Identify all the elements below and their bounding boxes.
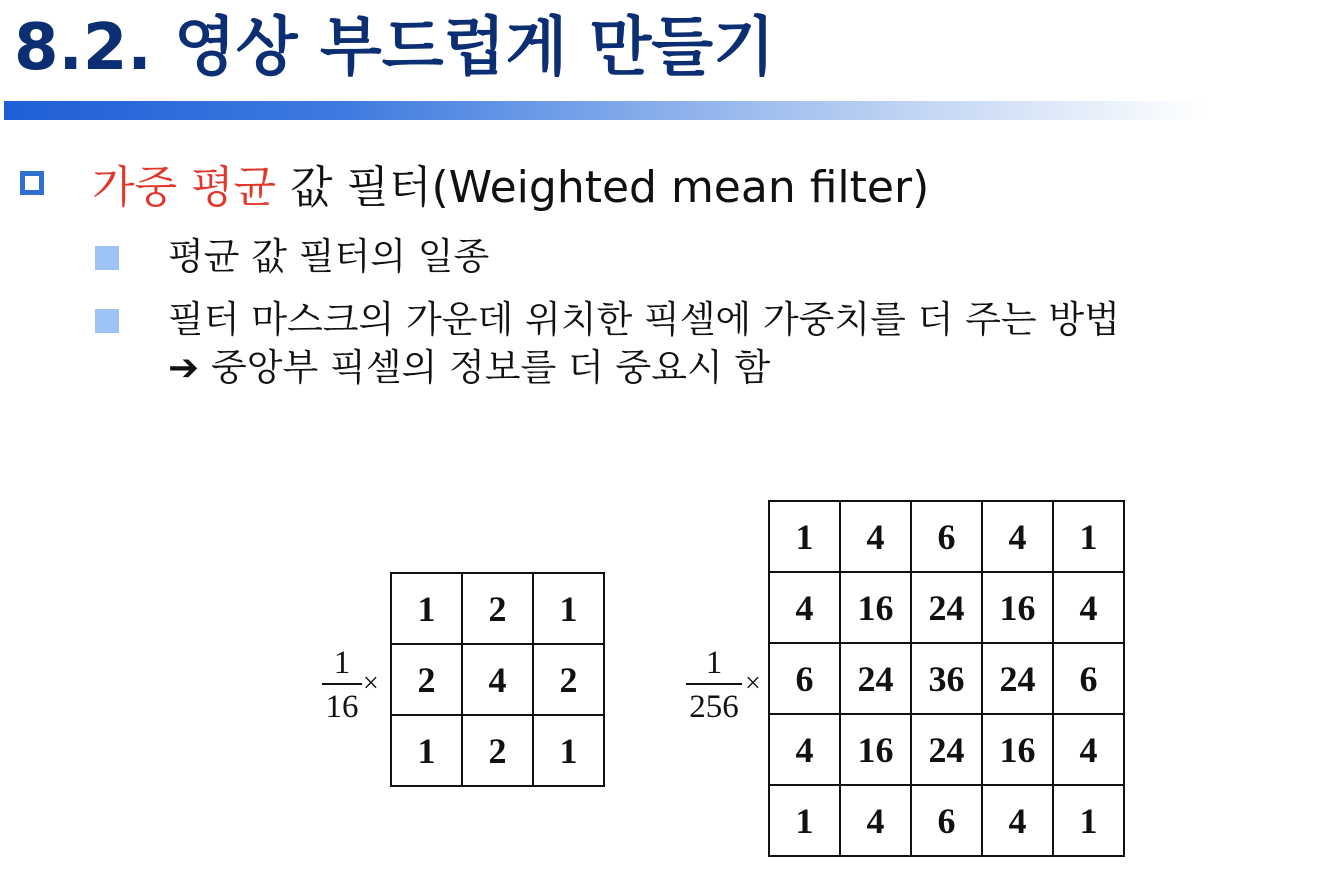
mask-cell: 1 <box>391 715 462 786</box>
mask-cell: 4 <box>840 785 911 856</box>
mask-cell: 4 <box>769 572 840 643</box>
fraction-bar <box>686 683 742 685</box>
mask-cell: 6 <box>769 643 840 714</box>
mask-cell: 16 <box>840 572 911 643</box>
mask-cell: 2 <box>462 715 533 786</box>
mask-cell: 6 <box>1053 643 1124 714</box>
continuation-text: 중앙부 픽셀의 정보를 더 중요시 함 <box>211 346 771 389</box>
mask-cell: 4 <box>982 501 1053 572</box>
main-bullet-rest: 값 필터(Weighted mean filter) <box>276 162 930 213</box>
multiply-sign: × <box>745 668 761 699</box>
mask-cell: 1 <box>769 501 840 572</box>
mask-cell: 1 <box>391 573 462 644</box>
mask-cell: 16 <box>982 714 1053 785</box>
mask-cell: 16 <box>840 714 911 785</box>
mask-cell: 4 <box>982 785 1053 856</box>
mask-cell: 1 <box>533 573 604 644</box>
mask5-denominator: 256 <box>689 689 739 725</box>
mask-cell: 16 <box>982 572 1053 643</box>
right-arrow-icon: ➔ <box>168 346 200 389</box>
main-bullet-text <box>92 158 929 218</box>
mask-row <box>769 501 1124 572</box>
sub-bullet-text-2: 필터 마스크의 가운데 위치한 픽셀에 가중치를 더 주는 방법 <box>168 298 1120 341</box>
continuation-line <box>168 344 770 392</box>
mask-cell: 6 <box>911 501 982 572</box>
mask-cell: 2 <box>533 644 604 715</box>
mask-cell: 1 <box>533 715 604 786</box>
mask3-denominator: 16 <box>325 689 359 725</box>
mask5-table <box>768 500 1125 857</box>
mask-cell: 24 <box>911 714 982 785</box>
mask-cell: 1 <box>769 785 840 856</box>
mask-row <box>769 572 1124 643</box>
mask-row <box>391 573 604 644</box>
mask-cell: 2 <box>462 573 533 644</box>
mask-cell: 4 <box>1053 714 1124 785</box>
mask3-table <box>390 572 605 787</box>
mask-row <box>391 715 604 786</box>
multiply-sign: × <box>363 668 379 699</box>
mask-cell: 4 <box>769 714 840 785</box>
mask-cell: 1 <box>1053 501 1124 572</box>
sub-bullet-text-1: 평균 값 필터의 일종 <box>168 235 490 278</box>
mask-row <box>769 714 1124 785</box>
mask-cell: 4 <box>1053 572 1124 643</box>
mask3-fraction <box>322 645 362 725</box>
mask-cell: 1 <box>1053 785 1124 856</box>
mask-cell: 4 <box>462 644 533 715</box>
mask-cell: 24 <box>911 572 982 643</box>
mask-row <box>391 644 604 715</box>
fraction-bar <box>322 683 362 685</box>
mask3-numerator: 1 <box>333 645 351 681</box>
mask-cell: 4 <box>840 501 911 572</box>
mask-cell: 24 <box>982 643 1053 714</box>
mask-cell: 36 <box>911 643 982 714</box>
mask-cell: 2 <box>391 644 462 715</box>
square-bullet-icon <box>95 246 119 270</box>
square-bullet-icon <box>95 309 119 333</box>
mask-cell: 6 <box>911 785 982 856</box>
title-underline-bar <box>4 101 1204 120</box>
highlight-text: 가중 평균 <box>92 162 277 213</box>
page-title: 8.2. 영상 부드럽게 만들기 <box>14 11 775 85</box>
mask5-numerator: 1 <box>705 645 723 681</box>
mask-row <box>769 643 1124 714</box>
mask-row <box>769 785 1124 856</box>
mask5-fraction <box>686 645 742 725</box>
mask-cell: 24 <box>840 643 911 714</box>
hollow-square-bullet-icon <box>20 171 44 195</box>
